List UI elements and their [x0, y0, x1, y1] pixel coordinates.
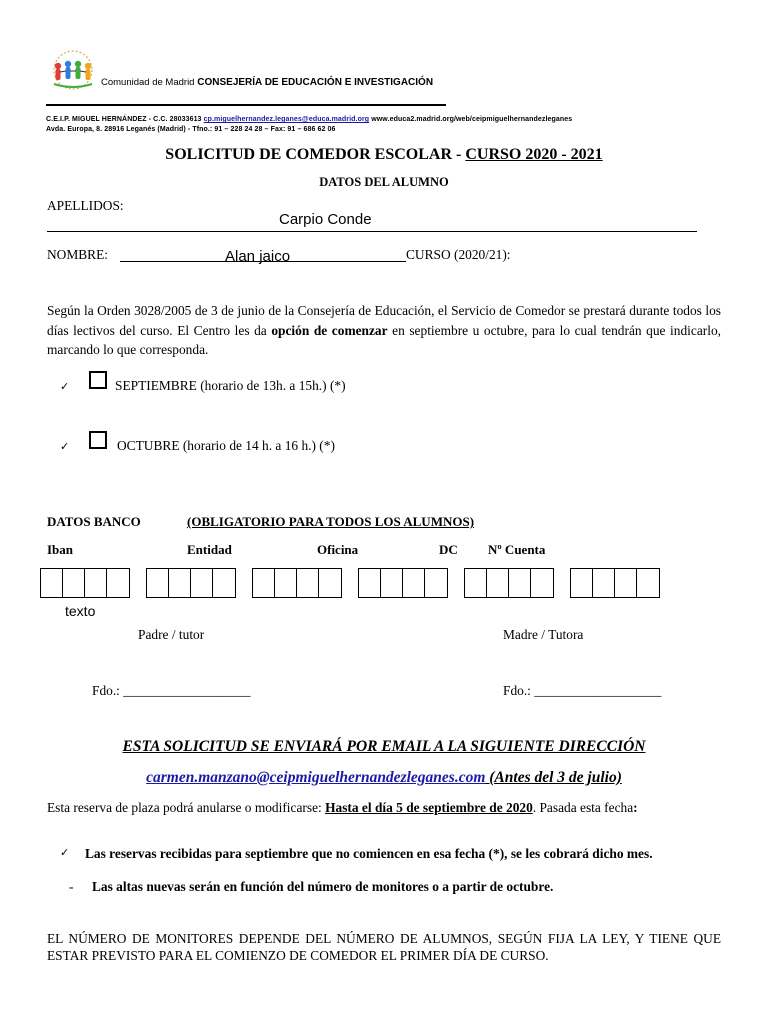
signature-madre-label: Madre / Tutora	[503, 627, 584, 642]
bank-title: DATOS BANCO	[47, 514, 141, 529]
bullet-1-mark: ✓	[60, 846, 70, 859]
bank-header-dc: DC	[439, 542, 458, 557]
reserva-paragraph: Esta reserva de plaza podrá anularse o modificarse: Hasta el día 5 de septiembre de 2020. Pasada esta fecha:	[47, 800, 638, 815]
signature-padre-label: Padre / tutor	[138, 627, 205, 642]
oficina-digit-box[interactable]	[319, 569, 341, 597]
dc-digit-box[interactable]	[359, 569, 381, 597]
iban-digit-box[interactable]	[41, 569, 63, 597]
entidad-group	[146, 568, 236, 598]
apellidos-value: Carpio Conde	[279, 211, 372, 228]
octubre-checkbox[interactable]	[89, 431, 107, 449]
oficina-digit-box[interactable]	[275, 569, 297, 597]
header-contact-line-2: Avda. Europa, 8. 28916 Leganés (Madrid) - Tfno.: 91 – 228 24 28 – Fax: 91 – 686 62 06	[46, 126, 336, 133]
iban-input-grid	[40, 568, 660, 598]
bullet-2-mark: -	[69, 879, 74, 894]
dc-digit-box[interactable]	[381, 569, 403, 597]
option-octubre-check: ✓	[60, 440, 70, 453]
signature-madre-field[interactable]: Fdo.: ___________________	[503, 683, 662, 698]
nombre-value: Alan jaico	[225, 248, 291, 265]
section-title-student: DATOS DEL ALUMNO	[319, 175, 449, 189]
option-octubre-label: OCTUBRE (horario de 14 h. a 16 h.) (*)	[117, 438, 335, 453]
ministry-heading: Comunidad de Madrid CONSEJERÍA DE EDUCACIÓN E INVESTIGACIÓN	[101, 77, 434, 88]
cuenta-digit-box[interactable]	[509, 569, 531, 597]
curso-label: CURSO (2020/21):	[406, 247, 511, 262]
contact-email-link[interactable]: carmen.manzano@ceipmiguelhernandezleganes.com	[146, 769, 486, 786]
header-contact-line-1: C.E.I.P. MIGUEL HERNÁNDEZ - C.C. 28033613 cp.miguelhernandez.leganes@educa.madrid.org www.educa2.madrid.org/web/ceipmiguelhernandezleganes	[46, 116, 573, 123]
entidad-digit-box[interactable]	[191, 569, 213, 597]
dc-group	[358, 568, 448, 598]
iban-group	[40, 568, 130, 598]
school-logo	[44, 44, 102, 96]
cuenta-group-2	[570, 568, 660, 598]
septiembre-checkbox[interactable]	[89, 371, 107, 389]
bank-header-iban: Iban	[47, 542, 74, 557]
bank-filled-text: texto	[65, 603, 96, 619]
bullet-1-text: Las reservas recibidas para septiembre que no comiencen en esa fecha (*), se les cobrará dicho mes.	[85, 846, 653, 861]
cuenta-digit-box[interactable]	[571, 569, 593, 597]
option-septiembre-label: SEPTIEMBRE (horario de 13h. a 15h.) (*)	[115, 378, 346, 393]
option-septiembre-check: ✓	[60, 380, 70, 393]
email-line: carmen.manzano@ceipmiguelhernandezleganes.com (Antes del 3 de julio)	[146, 769, 622, 786]
email-heading: ESTA SOLICITUD SE ENVIARÁ POR EMAIL A LA SIGUIENTE DIRECCIÓN	[122, 738, 646, 755]
cuenta-digit-box[interactable]	[531, 569, 553, 597]
apellidos-field[interactable]	[47, 211, 697, 232]
cuenta-digit-box[interactable]	[593, 569, 615, 597]
nombre-field[interactable]	[120, 247, 406, 265]
dc-digit-box[interactable]	[425, 569, 447, 597]
oficina-digit-box[interactable]	[253, 569, 275, 597]
nombre-label: NOMBRE:	[47, 247, 109, 262]
entidad-digit-box[interactable]	[213, 569, 235, 597]
intro-paragraph: Según la Orden 3028/2005 de 3 de junio de la Consejería de Educación, el Servicio de Comedor se prestará durante todos los días lectivos del curso. El Centro les da opción de comenzar en septiembre u octubre, para lo cual tendrán que indicarlo, marcando lo que corresponda.	[47, 303, 722, 357]
bank-mandatory-note: (OBLIGATORIO PARA TODOS LOS ALUMNOS)	[187, 514, 475, 529]
entidad-digit-box[interactable]	[147, 569, 169, 597]
bank-header-entidad: Entidad	[187, 542, 232, 557]
cuenta-digit-box[interactable]	[487, 569, 509, 597]
dc-digit-box[interactable]	[403, 569, 425, 597]
cuenta-digit-box[interactable]	[465, 569, 487, 597]
cuenta-digit-box[interactable]	[637, 569, 659, 597]
oficina-digit-box[interactable]	[297, 569, 319, 597]
page-title: SOLICITUD DE COMEDOR ESCOLAR - CURSO 2020 - 2021	[165, 146, 603, 163]
iban-digit-box[interactable]	[63, 569, 85, 597]
school-email-link[interactable]: cp.miguelhernandez.leganes@educa.madrid.org	[203, 116, 370, 123]
iban-digit-box[interactable]	[85, 569, 107, 597]
bank-header-oficina: Oficina	[317, 542, 359, 557]
oficina-group	[252, 568, 342, 598]
cuenta-digit-box[interactable]	[615, 569, 637, 597]
cuenta-group-1	[464, 568, 554, 598]
apellidos-label: APELLIDOS:	[47, 198, 124, 213]
entidad-digit-box[interactable]	[169, 569, 191, 597]
iban-digit-box[interactable]	[107, 569, 129, 597]
header-rule	[46, 104, 446, 106]
footer-note: EL NÚMERO DE MONITORES DEPENDE DEL NÚMERO DE ALUMNOS, SEGÚN FIJA LA LEY, Y TIENE QUE ESTAR PREVISTO PARA EL COMIENZO DE COMEDOR EL PRIMER DÍA DE CURSO.	[47, 931, 721, 963]
bullet-2-text: Las altas nuevas serán en función del número de monitores o a partir de octubre.	[92, 879, 554, 894]
signature-padre-field[interactable]: Fdo.: ___________________	[92, 683, 251, 698]
bank-header-cuenta: Nº Cuenta	[488, 542, 546, 557]
